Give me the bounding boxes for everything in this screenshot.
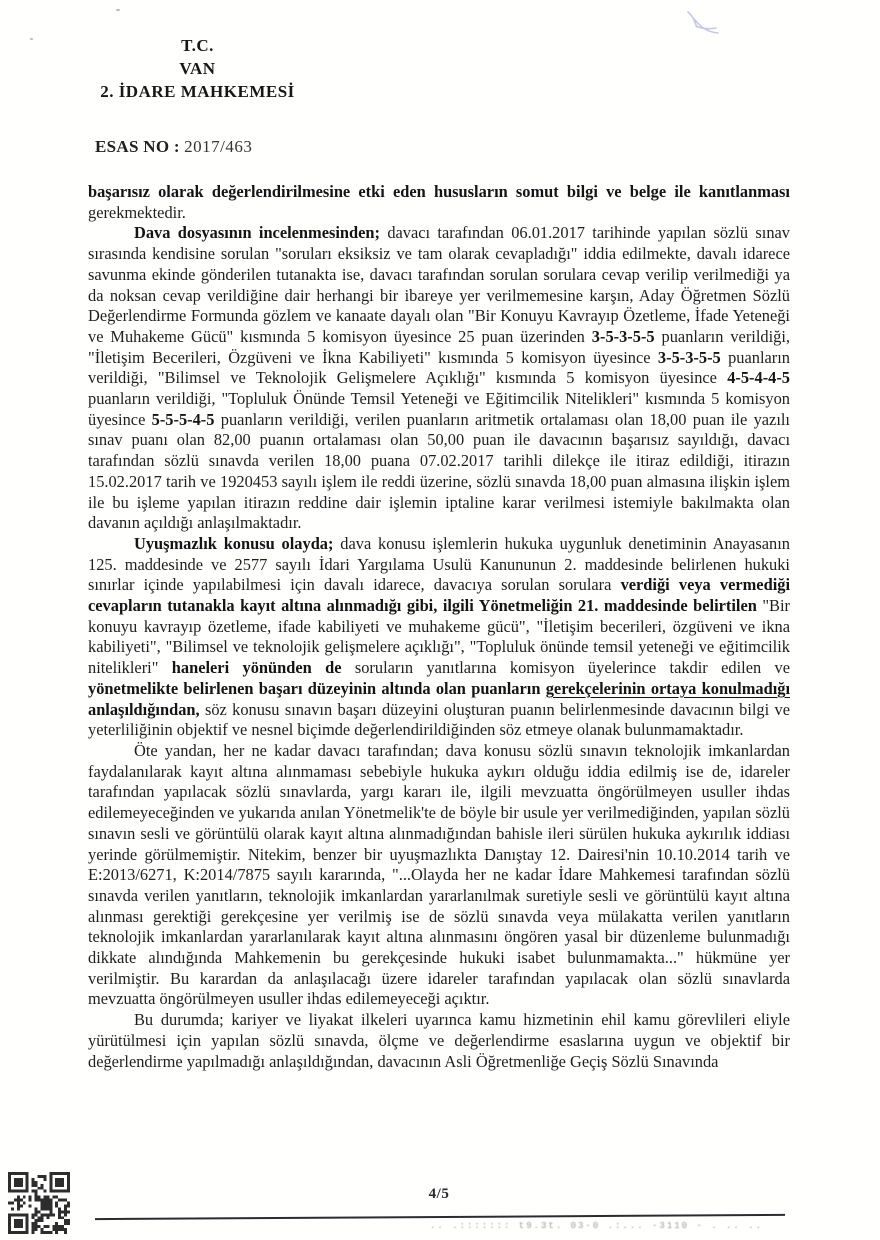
text-run: davacı tarafından 06.01.2017 tarihinde yapılan sözlü sınav sırasında kendisine sorulan "soruları eksiksiz ve tam olarak cevapladığı" iddia edilmekte, davalı idarece savunma ekinde gönderilen tutanakta ise, davacı tarafından sorulan sorulara cevap verilip verilmediği ya da noksan cevap verildiğine dair herhangi bir ibareye yer verilmemesine karşın, Aday Öğretmen Sözlü Değerlendirme Formunda gözlem ve kanaate dayalı olan "Bir Konuyu Kavrayıp Özetleme, İfade Yeteneği ve Muhakeme Gücü" kısmında 5 komisyon üyesince 25 puan üzerinden: [88, 223, 790, 346]
scan-speck: [30, 38, 33, 40]
text-run: haneleri yönünden de: [171, 658, 342, 678]
text-run: gerekmektedir.: [88, 202, 186, 222]
text-run: gerekçelerinin ortaya konulmadığı: [545, 678, 790, 698]
text-run: anlaşıldığından,: [88, 699, 200, 719]
text-run: 5-5-5-4-5: [151, 409, 215, 429]
footer-rule: [95, 1214, 785, 1220]
pen-scribble-mark: [668, 4, 738, 46]
text-run: Dava dosyasının incelenmesinden;: [134, 223, 380, 243]
court-header-line-court: 2. İDARE MAHKEMESİ: [100, 82, 295, 101]
text-run: puanların verildiği, "İletişim Becerileri, Özgüveni ve İkna Kabiliyeti" kısmında 5 komisyon üyesince: [88, 326, 790, 367]
footer-microtext: .. .::::::: t9.3t. 03-0 .:... -3110 - . .. ..: [430, 1221, 764, 1231]
text-run: puanların verildiği, verilen puanların aritmetik ortalaması olan 18,00 puan ile yazılı sınav puanı olan 82,00 puanın ortalaması olan 50,00 puan ile davacının başarısız sayıldığı, davacı tarafından sözlü sınavda verilen 18,00 puana 07.02.2017 tarihli dilekçe ile itiraz edildiği, itirazın 15.02.2017 tarih ve 1920453 sayılı işlem ile reddi üzerine, sözlü sınavda 18,00 puan almasına ilişkin işlem ile bu işleme yapılan itirazın reddine dair işlemin iptaline karar verilmesi istemiyle bakılmakta olan davanın açıldığı anlaşılmaktadır.: [88, 409, 790, 533]
paragraph: [88, 223, 790, 534]
court-header: [95, 34, 300, 103]
text-run: dava konusu işlemlerin hukuka uygunluk denetiminin Anayasanın 125. maddesinde ve 2577 sayılı İdari Yargılama Usulü Kanununun 2. maddesinde belirlenen hukuki sınırlar içinde yapılabilmesi için davalı idarece, davacıya sorulan sorulara: [88, 533, 791, 595]
text-run: "Bir konuyu kavrayıp özetleme, ifade kabiliyeti ve muhakeme gücü", "İletişim becerileri, özgüveni ve ikna kabiliyeti", "Bilimsel ve teknolojik gelişmelere açıklığı", "Topluluk önünde temsil yeteneği ve eğitimcilik nitelikleri": [88, 596, 791, 678]
text-run: başarısız olarak değerlendirilmesine etki eden hususların somut bilgi ve belge ile kanıtlanması: [88, 182, 790, 201]
text-run: 4-5-4-4-5: [727, 368, 790, 388]
text-run: Bu durumda; kariyer ve liyakat ilkeleri uyarınca kamu hizmetinin ehil kamu görevlileri eliyle yürütülmesi için yapılan sözlü sınavda, ölçme ve değerlendirme esaslarına uygun ve objektif bir değerlendirme yapılmadığı anlaşıldığından, davacının Asli Öğretmenliğe Geçiş Sözlü Sınavında: [88, 1010, 790, 1071]
scan-speck: [116, 9, 120, 11]
text-run: puanların verildiği, "Bilimsel ve Teknolojik Gelişmelere Açıklığı" kısmında 5 komisyon üyesince: [88, 347, 790, 388]
case-number-label: ESAS NO :: [95, 137, 180, 156]
court-header-line-city: VAN: [179, 59, 216, 78]
text-run: puanların verildiği, "Topluluk Önünde Temsil Yeteneği ve Eğitimcilik Nitelikleri" kısmında 5 komisyon üyesince: [88, 389, 790, 429]
case-number-line: [95, 137, 252, 157]
case-number-value: 2017/463: [184, 137, 253, 156]
qr-code: [8, 1172, 70, 1234]
text-run: 3-5-3-5-5: [591, 326, 655, 346]
text-run: soruların yanıtlarına komisyon üyelerince takdir edilen ve: [341, 658, 790, 678]
paragraph: [88, 182, 790, 223]
court-header-line-tc: T.C.: [181, 36, 214, 55]
document-body: [88, 182, 790, 1072]
paragraph: [88, 741, 790, 1010]
page-number: 4/5: [428, 1186, 450, 1202]
text-run: verdiği veya vermediği cevapların tutanakla kayıt altına alınmadığı gibi, ilgili Yönetmeliğin 21. maddesinde belirtilen: [88, 575, 791, 616]
text-run: yönetmelikte belirlenen başarı düzeyinin altında olan puanların: [88, 678, 546, 698]
paragraph: [88, 534, 790, 741]
text-run: Uyuşmazlık konusu olayda;: [134, 533, 334, 553]
paragraph: [88, 1010, 790, 1072]
text-run: söz konusu sınavın başarı düzeyini oluşturan puanın belirlenmesinde davacının bilgi ve yeterliliğinin objektif ve nesnel biçimde değerlendirildiğinden söz etmeye olanak bulunmamaktadır.: [88, 699, 790, 740]
text-run: 3-5-3-5-5: [657, 347, 721, 367]
text-run: Öte yandan, her ne kadar davacı tarafından; dava konusu sözlü sınavın teknolojik imkanlardan faydalanılarak kayıt altına alınmaması sebebiyle hukuka aykırı olduğu iddia edilmiş ise de, idareler tarafından yapılacak sözlü sınavlarda, yargı kararı ile, ilgili mevzuatta öngörülmeyen usuller ihdas edilemeyeceğinden ve yukarıda anılan Yönetmelik'te de böyle bir usule yer verilmediğinden, yapılan sözlü sınavın sesli ve görüntülü olarak kayıt altına alınmadığından bahisle ileri sürülen hukuka aykırılık iddiası yerinde görülmemiştir. Nitekim, benzer bir uyuşmazlıkta Danıştay 12. Dairesi'nin 10.10.2014 tarih ve E:2013/6271, K:2014/7875 sayılı kararında, "...Olayda her ne kadar İdare Mahkemesi tarafından sözlü sınavda verilen yanıtların, teknolojik imkanlardan yararlanılmak suretiyle sesli ve görüntülü kayıt altına alınması gerektiği gerekçesine yer verilmiş ise de sözlü sınavda veya mülakatta verilen yanıtların teknolojik imkanlardan yararlanılarak kayıt altına alınmasını öngören yasal bir düzenleme bulunmadığı dikkate alındığında Mahkemenin bu gerekçesinde hukuki isabet bulunmamakta..." hükmüne yer verilmiştir. Bu karardan da anlaşılacağı üzere idareler tarafından yapılacak olan sözlü sınavlarda mevzuatta öngörülmeyen usuller ihdas edilemeyeceği açıktır.: [88, 740, 790, 1009]
